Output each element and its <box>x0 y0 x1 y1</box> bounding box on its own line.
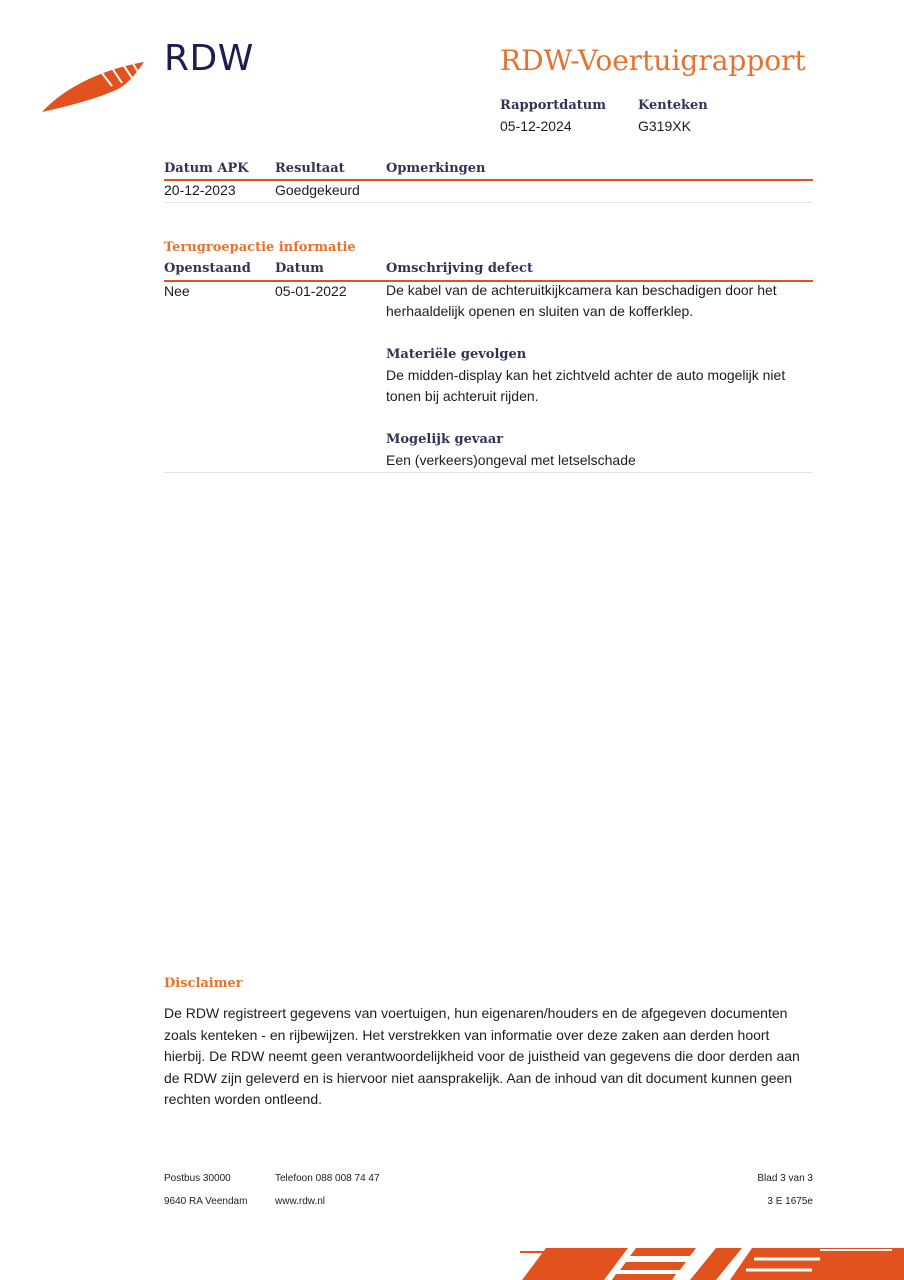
gevolgen-text: De midden-display kan het zichtveld achter de auto mogelijk niet tonen bij achteruit rijden. <box>386 367 786 404</box>
recall-datum-cell: 05-01-2022 <box>275 283 347 299</box>
disclaimer-title: Disclaimer <box>164 976 243 991</box>
footer-postbus: Postbus 30000 <box>164 1173 231 1184</box>
footer-stripes-graphic <box>520 1240 904 1280</box>
rapportdatum-value: 05-12-2024 <box>500 118 572 134</box>
apk-resultaat-cell: Goedgekeurd <box>275 182 360 198</box>
apk-header-datum: Datum APK <box>164 161 249 176</box>
gevaar-text: Een (verkeers)ongeval met letselschade <box>386 452 636 468</box>
recall-header-openstaand: Openstaand <box>164 261 251 276</box>
recall-section-title: Terugroepactie informatie <box>164 240 356 255</box>
rapportdatum-label: Rapportdatum <box>500 98 606 113</box>
document-title: RDW-Voertuigrapport <box>500 44 806 77</box>
apk-row-divider <box>164 202 813 203</box>
rdw-logo-icon <box>40 56 148 116</box>
recall-header-datum: Datum <box>275 261 324 276</box>
recall-row-divider <box>164 472 813 473</box>
footer-website: www.rdw.nl <box>275 1196 326 1207</box>
apk-datum-cell: 20-12-2023 <box>164 182 236 198</box>
kenteken-label: Kenteken <box>638 98 708 113</box>
disclaimer-text: De RDW registreert gegevens van voertuigen, hun eigenaren/houders en de afgegeven documenten zoals kenteken - en rijbewijzen. Het verstrekken van informatie over deze zaken aan derden hoort hierbij. De RDW neemt geen verantwoordelijkheid voor de juistheid van gegevens die door derden aan de RDW zijn geleverd en is hiervoor niet aansprakelijk. Aan de inhoud van dit document kunnen geen rechten worden ontleend. <box>164 1005 800 1107</box>
recall-openstaand-cell: Nee <box>164 283 190 299</box>
logo-text: RDW <box>164 38 254 79</box>
footer-document-code: 3 E 1675e <box>767 1196 813 1207</box>
gevaar-label: Mogelijk gevaar <box>386 432 504 447</box>
footer-page-number: Blad 3 van 3 <box>757 1173 813 1184</box>
footer-telefoon: Telefoon 088 008 74 47 <box>275 1173 380 1184</box>
apk-header-resultaat: Resultaat <box>275 161 345 176</box>
recall-header-omschrijving: Omschrijving defect <box>386 261 533 276</box>
footer-postcode: 9640 RA Veendam <box>164 1196 248 1207</box>
apk-header-opmerkingen: Opmerkingen <box>386 161 486 176</box>
recall-omschrijving: De kabel van de achteruitkijkcamera kan beschadigen door het herhaaldelijk openen en sluiten van de kofferklep. <box>386 282 777 319</box>
gevolgen-label: Materiële gevolgen <box>386 347 527 362</box>
apk-header-rule <box>164 179 813 181</box>
kenteken-value: G319XK <box>638 118 691 134</box>
